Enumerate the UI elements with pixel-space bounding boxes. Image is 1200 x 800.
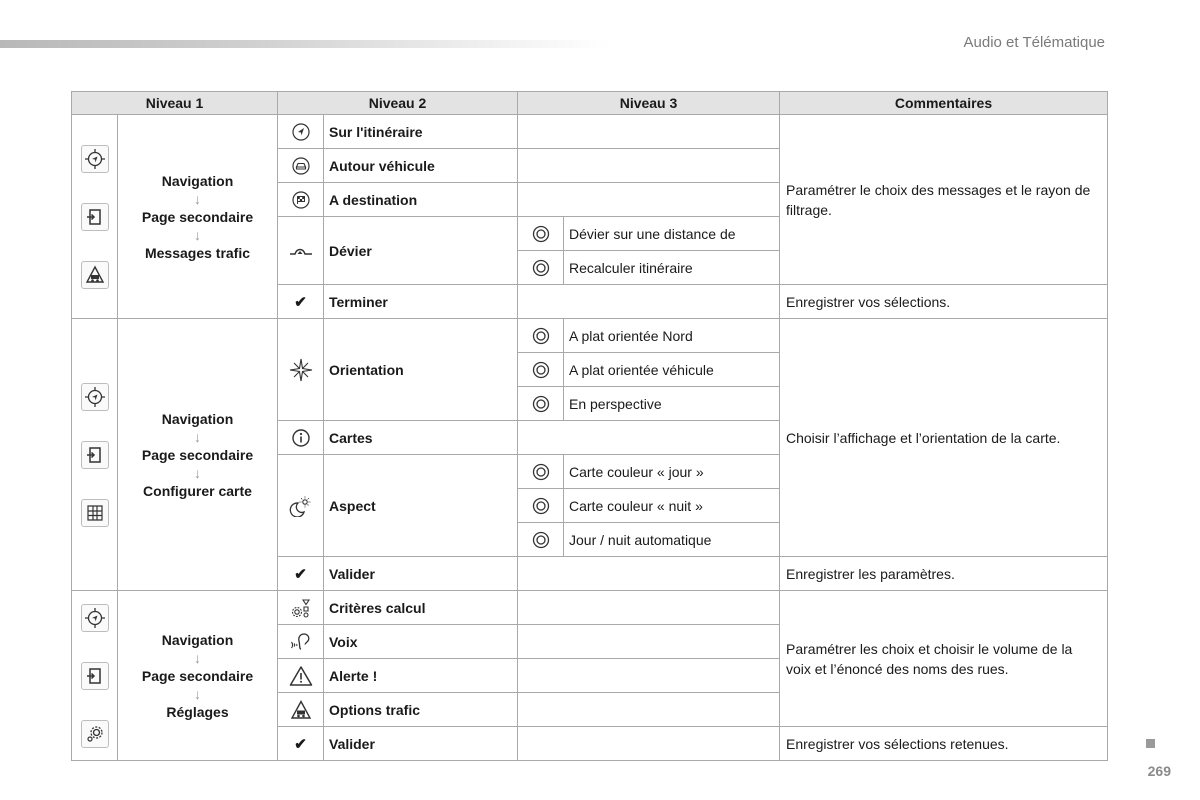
level3-empty (518, 149, 780, 183)
level2-label[interactable]: Valider (324, 557, 518, 591)
calculation-criteria-icon (290, 597, 312, 619)
secondary-page-icon (81, 441, 109, 469)
radio-option-icon (532, 259, 550, 277)
level3-option[interactable]: Dévier sur une distance de (564, 217, 780, 251)
comment-cell: Paramétrer les choix et choisir le volume de la voix et l’énoncé des noms des rues. (780, 591, 1108, 727)
page-marker-square (1146, 739, 1155, 748)
level3-empty (518, 659, 780, 693)
level2-label[interactable]: Voix (324, 625, 518, 659)
map-grid-icon (81, 499, 109, 527)
vehicle-icon (291, 156, 311, 176)
table-row (72, 115, 1108, 149)
comment-cell: Enregistrer vos sélections retenues. (780, 727, 1108, 761)
section-title: Audio et Télématique (963, 34, 1105, 51)
navigation-icon (81, 383, 109, 411)
check-icon: ✔ (278, 557, 324, 591)
header-gradient-bar (0, 40, 610, 48)
level3-empty (518, 115, 780, 149)
level3-empty (518, 625, 780, 659)
level3-empty (518, 285, 780, 319)
down-arrow-icon: ↓ (194, 190, 201, 207)
level3-empty (518, 183, 780, 217)
level1-item: Page secondaire (141, 667, 254, 684)
traffic-options-icon (290, 700, 312, 720)
level2-label[interactable]: Dévier (324, 217, 518, 285)
level1-item: Navigation (161, 631, 234, 648)
level1-item: Réglages (166, 703, 229, 720)
level3-option[interactable]: A plat orientée Nord (564, 319, 780, 353)
level1-item: Navigation (161, 172, 234, 189)
check-icon: ✔ (278, 285, 324, 319)
level3-empty (518, 557, 780, 591)
comment-cell: Choisir l’affichage et l’orientation de la carte. (780, 319, 1108, 557)
down-arrow-icon: ↓ (194, 464, 201, 481)
header-level3: Niveau 3 (518, 92, 780, 115)
table-header-row (72, 92, 1108, 115)
compass-rose-icon (289, 358, 313, 382)
level1-item: Messages trafic (144, 244, 251, 261)
level2-label[interactable]: Critères calcul (324, 591, 518, 625)
level3-empty (518, 421, 780, 455)
level3-option[interactable]: En perspective (564, 387, 780, 421)
down-arrow-icon: ↓ (194, 685, 201, 702)
info-icon (291, 428, 311, 448)
header-level2: Niveau 2 (278, 92, 518, 115)
header-comments: Commentaires (780, 92, 1108, 115)
navigation-icon (81, 604, 109, 632)
comment-cell: Paramétrer le choix des messages et le rayon de filtrage. (780, 115, 1108, 285)
level2-label[interactable]: Alerte ! (324, 659, 518, 693)
secondary-page-icon (81, 203, 109, 231)
traffic-messages-icon (81, 261, 109, 289)
day-night-icon (289, 495, 313, 517)
radio-option-icon (532, 361, 550, 379)
table-row (72, 319, 1108, 353)
level2-label[interactable]: Options trafic (324, 693, 518, 727)
level3-option[interactable]: Carte couleur « jour » (564, 455, 780, 489)
level1-item: Configurer carte (143, 482, 252, 499)
level1-icons-cell (72, 115, 118, 319)
level3-empty (518, 727, 780, 761)
level2-label[interactable]: A destination (324, 183, 518, 217)
level1-item: Page secondaire (141, 208, 254, 225)
level3-option[interactable]: Jour / nuit automatique (564, 523, 780, 557)
check-icon: ✔ (278, 727, 324, 761)
level2-label[interactable]: Orientation (324, 319, 518, 421)
level3-empty (518, 591, 780, 625)
radio-option-icon (532, 225, 550, 243)
level3-option[interactable]: Carte couleur « nuit » (564, 489, 780, 523)
route-icon (291, 122, 311, 142)
level1-path-cell (118, 115, 278, 319)
level1-icons-cell (72, 591, 118, 761)
level3-option[interactable]: A plat orientée véhicule (564, 353, 780, 387)
page-number: 269 (1147, 763, 1171, 779)
header-level1: Niveau 1 (72, 92, 278, 115)
down-arrow-icon: ↓ (194, 649, 201, 666)
level1-item: Navigation (161, 410, 234, 427)
radio-option-icon (532, 395, 550, 413)
level1-icons-cell (72, 319, 118, 591)
voice-icon (289, 632, 313, 652)
detour-icon (289, 245, 313, 259)
level1-path-cell (118, 591, 278, 761)
radio-option-icon (532, 531, 550, 549)
radio-option-icon (532, 463, 550, 481)
level1-path-cell (118, 319, 278, 591)
navigation-icon (81, 145, 109, 173)
comment-cell: Enregistrer les paramètres. (780, 557, 1108, 591)
level3-empty (518, 693, 780, 727)
down-arrow-icon: ↓ (194, 428, 201, 445)
settings-gear-icon (81, 720, 109, 748)
down-arrow-icon: ↓ (194, 226, 201, 243)
level2-label[interactable]: Cartes (324, 421, 518, 455)
level2-label[interactable]: Terminer (324, 285, 518, 319)
level3-option[interactable]: Recalculer itinéraire (564, 251, 780, 285)
level2-label[interactable]: Sur l'itinéraire (324, 115, 518, 149)
menu-structure-table (71, 91, 1108, 761)
radio-option-icon (532, 327, 550, 345)
comment-cell: Enregistrer vos sélections. (780, 285, 1108, 319)
level1-item: Page secondaire (141, 446, 254, 463)
secondary-page-icon (81, 662, 109, 690)
destination-flag-icon (291, 190, 311, 210)
level2-label[interactable]: Autour véhicule (324, 149, 518, 183)
radio-option-icon (532, 497, 550, 515)
level2-label[interactable]: Valider (324, 727, 518, 761)
warning-icon (289, 665, 313, 687)
level2-label[interactable]: Aspect (324, 455, 518, 557)
table-row (72, 591, 1108, 625)
